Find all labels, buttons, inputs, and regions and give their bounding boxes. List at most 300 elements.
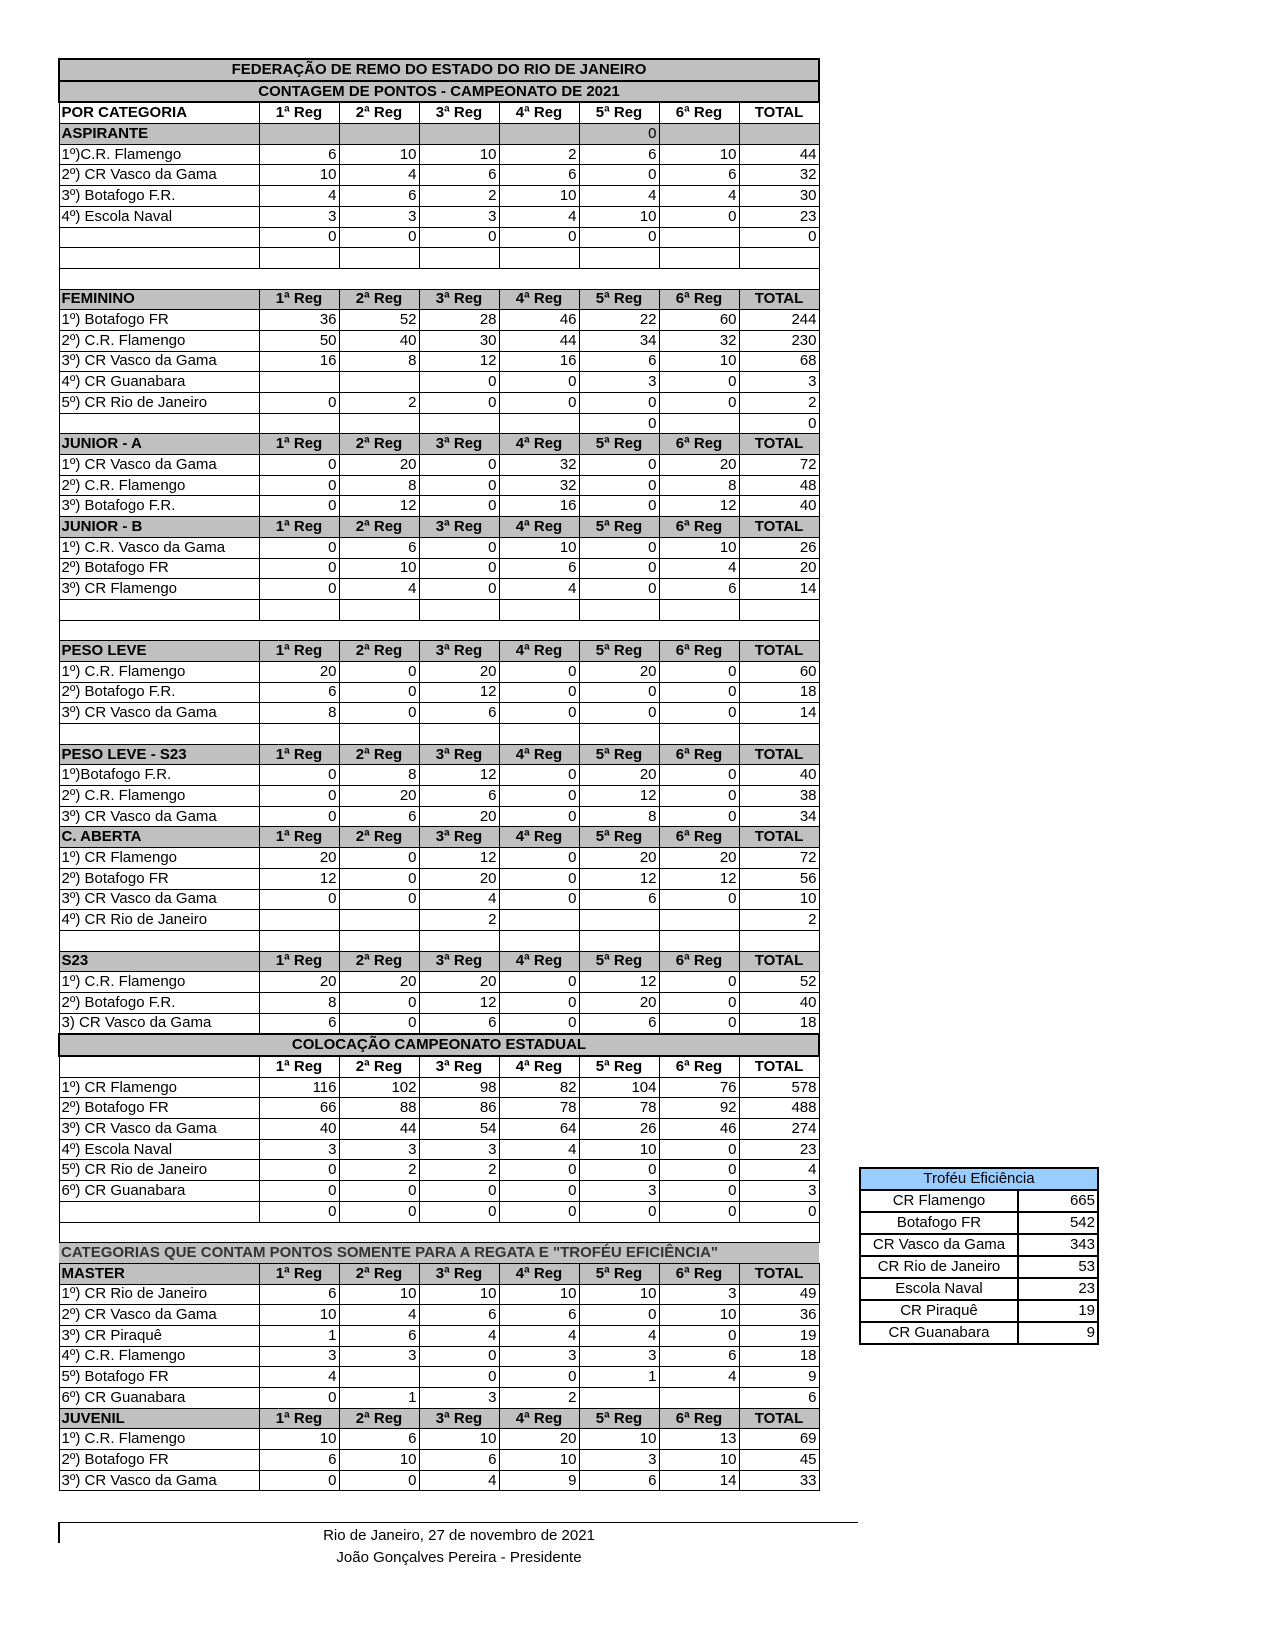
column-header: 6ª Reg [659,951,739,972]
score-cell: 12 [579,972,659,993]
trophy-row [860,1256,1098,1278]
score-cell: 2 [419,1160,499,1181]
score-cell: 6 [259,144,339,165]
score-cell: 72 [739,455,819,476]
score-cell: 0 [419,558,499,579]
column-header: TOTAL [739,102,819,123]
score-cell: 10 [659,351,739,372]
score-cell: 13 [659,1429,739,1450]
trophy-row [860,1212,1098,1234]
spacer-row [59,1222,819,1243]
trophy-row [860,1300,1098,1322]
score-cell: 8 [339,475,419,496]
score-cell: 32 [499,475,579,496]
score-cell: 0 [339,992,419,1013]
score-cell: 28 [419,310,499,331]
score-cell [499,599,579,620]
score-cell [499,248,579,269]
category-header-row [59,434,819,455]
club-name [59,724,259,745]
score-cell [259,248,339,269]
score-cell: 0 [339,889,419,910]
score-cell: 20 [259,972,339,993]
score-cell: 18 [739,1346,819,1367]
score-cell [739,248,819,269]
banner-title: CONTAGEM DE PONTOS - CAMPEONATO DE 2021 [59,81,819,103]
score-cell: 20 [579,765,659,786]
score-cell: 0 [339,661,419,682]
score-cell: 8 [579,806,659,827]
score-cell: 4 [259,1367,339,1388]
score-cell: 52 [739,972,819,993]
trophy-row [860,1234,1098,1256]
club-name: 3º) Botafogo F.R. [59,186,259,207]
score-cell: 14 [659,1470,739,1491]
column-header: 4ª Reg [499,641,579,662]
score-cell: 6 [659,1346,739,1367]
score-cell: 10 [659,537,739,558]
score-cell: 4 [419,1470,499,1491]
score-cell: 0 [579,1305,659,1326]
club-name [59,1201,259,1222]
score-cell: 10 [339,1284,419,1305]
score-cell: 26 [739,537,819,558]
category-header-row [59,1263,819,1284]
score-cell: 40 [739,765,819,786]
empty-cell [419,620,499,641]
column-header: 1ª Reg [259,744,339,765]
empty-cell [739,620,819,641]
column-header: 3ª Reg [419,517,499,538]
score-cell: 0 [499,786,579,807]
table-row [59,475,819,496]
score-cell: 8 [339,351,419,372]
empty-cell [739,268,819,289]
trophy-efficiency-table [859,1167,1099,1345]
empty-cell [739,1222,819,1243]
score-cell: 60 [659,310,739,331]
score-cell: 20 [339,972,419,993]
club-name: 2º) Botafogo FR [59,868,259,889]
club-name: 3º) CR Flamengo [59,579,259,600]
score-cell: 40 [739,992,819,1013]
score-cell: 0 [659,806,739,827]
empty-cell [259,620,339,641]
column-header: 4ª Reg [499,1056,579,1077]
score-cell: 0 [659,1013,739,1034]
category-label: PESO LEVE [59,641,259,662]
club-name: 6º) CR Guanabara [59,1181,259,1202]
score-cell: 2 [339,1160,419,1181]
club-name: 1º) CR Rio de Janeiro [59,1284,259,1305]
score-cell: 0 [419,1201,499,1222]
column-header: 6ª Reg [659,434,739,455]
trophy-club: CR Guanabara [860,1322,1018,1344]
empty-cell [659,620,739,641]
score-cell: 4 [739,1160,819,1181]
score-cell: 48 [739,475,819,496]
table-row [59,1139,819,1160]
score-cell: 14 [739,703,819,724]
score-cell [579,248,659,269]
score-cell: 3 [579,1181,659,1202]
score-cell: 10 [579,1139,659,1160]
score-cell: 4 [659,186,739,207]
column-header: TOTAL [739,744,819,765]
score-cell: 10 [259,1429,339,1450]
score-cell: 0 [499,372,579,393]
score-cell: 20 [579,992,659,1013]
score-cell: 56 [739,868,819,889]
score-cell: 20 [339,455,419,476]
table-row [59,848,819,869]
empty-cell [59,620,259,641]
score-cell: 30 [419,330,499,351]
score-cell: 6 [579,144,659,165]
score-cell: 0 [499,227,579,248]
table-row [59,1429,819,1450]
club-name [59,227,259,248]
score-cell: 0 [499,1201,579,1222]
banner-title: FEDERAÇÃO DE REMO DO ESTADO DO RIO DE JANEIRO [59,59,819,81]
score-cell: 0 [659,1325,739,1346]
score-cell: 6 [499,1305,579,1326]
column-header: 5ª Reg [579,827,659,848]
score-cell: 0 [579,227,659,248]
score-cell: 60 [739,661,819,682]
banner-title: COLOCAÇÃO CAMPEONATO ESTADUAL [59,1034,819,1056]
score-cell: 16 [499,496,579,517]
empty-cell [59,1222,259,1243]
score-cell: 3 [419,206,499,227]
score-cell: 0 [659,1160,739,1181]
column-header: 2ª Reg [339,951,419,972]
score-cell: 6 [419,1305,499,1326]
score-cell: 23 [739,206,819,227]
score-cell: 3 [339,1346,419,1367]
score-cell: 102 [339,1077,419,1098]
score-cell: 0 [499,393,579,414]
score-cell: 2 [739,393,819,414]
score-cell: 98 [419,1077,499,1098]
score-cell: 10 [659,1305,739,1326]
column-header: 6ª Reg [659,641,739,662]
table-row [59,1119,819,1140]
score-cell [659,248,739,269]
score-cell: 0 [579,413,659,434]
score-cell: 6 [579,1013,659,1034]
column-header: 4ª Reg [499,744,579,765]
empty-cell [659,1222,739,1243]
score-cell: 1 [259,1325,339,1346]
score-cell: 23 [739,1139,819,1160]
score-cell: 6 [419,1013,499,1034]
score-cell: 2 [499,1388,579,1409]
column-header: 6ª Reg [659,517,739,538]
column-header: 4ª Reg [499,434,579,455]
column-header: 3ª Reg [419,289,499,310]
score-cell: 54 [419,1119,499,1140]
score-cell: 0 [339,1470,419,1491]
score-cell: 3 [579,1450,659,1471]
score-cell [659,227,739,248]
score-cell: 3 [499,1346,579,1367]
table-row [59,248,819,269]
category-header-row [59,744,819,765]
score-cell: 0 [499,868,579,889]
empty-cell [59,268,259,289]
score-cell: 6 [579,351,659,372]
score-cell: 45 [739,1450,819,1471]
score-cell: 10 [659,1450,739,1471]
table-row [59,661,819,682]
table-row [59,206,819,227]
score-cell [659,724,739,745]
score-cell [579,1388,659,1409]
score-cell [499,724,579,745]
column-header: 1ª Reg [259,1056,339,1077]
score-cell: 3 [339,1139,419,1160]
score-cell: 2 [419,186,499,207]
table-row [59,1388,819,1409]
category-header-row [59,827,819,848]
score-cell [659,124,739,145]
score-cell: 10 [259,1305,339,1326]
column-header: 3ª Reg [419,1263,499,1284]
club-name: 1º) CR Flamengo [59,1077,259,1098]
banner-row [59,81,819,103]
score-cell [499,930,579,951]
score-cell: 6 [579,889,659,910]
score-cell: 3 [339,206,419,227]
score-cell: 78 [499,1098,579,1119]
score-cell: 0 [419,579,499,600]
score-cell [579,930,659,951]
score-cell: 4 [419,1325,499,1346]
trophy-row [860,1190,1098,1212]
score-cell: 0 [499,889,579,910]
score-cell: 6 [419,165,499,186]
score-cell [339,930,419,951]
score-cell: 6 [339,1325,419,1346]
score-cell: 0 [579,1160,659,1181]
column-header: TOTAL [739,1263,819,1284]
column-header: 5ª Reg [579,434,659,455]
club-name: 3º) CR Vasco da Gama [59,351,259,372]
score-cell: 0 [259,496,339,517]
score-cell: 0 [259,455,339,476]
score-cell: 38 [739,786,819,807]
score-cell: 8 [339,765,419,786]
score-cell: 0 [339,1181,419,1202]
score-cell: 82 [499,1077,579,1098]
score-cell: 44 [499,330,579,351]
score-cell: 3 [419,1139,499,1160]
score-cell [659,930,739,951]
score-cell: 12 [419,682,499,703]
score-cell: 9 [499,1470,579,1491]
score-cell: 6 [419,703,499,724]
empty-cell [339,1222,419,1243]
table-row [59,1201,819,1222]
score-cell: 6 [259,1013,339,1034]
score-cell: 4 [339,165,419,186]
score-cell: 6 [339,537,419,558]
club-name: 5º) Botafogo FR [59,1367,259,1388]
category-header-row [59,102,819,123]
score-cell: 4 [339,579,419,600]
trophy-club: Escola Naval [860,1278,1018,1300]
column-header: 1ª Reg [259,827,339,848]
column-header: 6ª Reg [659,289,739,310]
score-cell: 40 [259,1119,339,1140]
column-header: 3ª Reg [419,951,499,972]
club-name: 2º) C.R. Flamengo [59,475,259,496]
table-row [59,1181,819,1202]
table-row [59,724,819,745]
club-name [59,248,259,269]
table-row [59,703,819,724]
club-name: 2º) CR Vasco da Gama [59,165,259,186]
club-name: 1º) C.R. Flamengo [59,661,259,682]
table-row [59,186,819,207]
column-header: 5ª Reg [579,744,659,765]
spacer-row [59,620,819,641]
score-cell: 10 [339,144,419,165]
club-name: 2º) Botafogo F.R. [59,682,259,703]
score-cell: 0 [579,165,659,186]
column-header: TOTAL [739,1408,819,1429]
score-cell: 20 [739,558,819,579]
category-label: MASTER [59,1263,259,1284]
score-cell: 36 [739,1305,819,1326]
spacer-row [59,268,819,289]
score-cell [419,724,499,745]
score-cell: 6 [339,806,419,827]
score-cell [259,930,339,951]
score-cell: 0 [259,1160,339,1181]
club-name [59,599,259,620]
score-cell: 10 [659,144,739,165]
score-cell: 12 [259,868,339,889]
table-row [59,1284,819,1305]
score-cell: 0 [259,1470,339,1491]
banner-row [59,1034,819,1056]
trophy-club: Botafogo FR [860,1212,1018,1234]
score-cell [419,124,499,145]
score-cell: 0 [659,393,739,414]
score-cell: 8 [259,992,339,1013]
score-cell: 0 [659,1201,739,1222]
score-cell: 0 [259,806,339,827]
empty-cell [419,1222,499,1243]
score-cell [339,248,419,269]
trophy-points: 665 [1018,1190,1098,1212]
score-cell [339,124,419,145]
column-header: 5ª Reg [579,1056,659,1077]
score-cell: 20 [659,455,739,476]
score-cell: 4 [339,1305,419,1326]
score-cell: 0 [499,1160,579,1181]
score-cell: 6 [499,165,579,186]
score-cell: 0 [499,806,579,827]
club-name: 3º) Botafogo F.R. [59,496,259,517]
score-cell: 10 [579,1284,659,1305]
table-row [59,496,819,517]
table-row [59,455,819,476]
score-cell: 92 [659,1098,739,1119]
score-cell: 0 [499,661,579,682]
score-cell: 0 [499,1367,579,1388]
score-cell: 14 [739,579,819,600]
score-cell: 4 [659,558,739,579]
score-cell [739,124,819,145]
score-cell: 0 [579,682,659,703]
score-cell: 20 [659,848,739,869]
score-cell: 3 [259,1346,339,1367]
score-cell: 230 [739,330,819,351]
column-header: 6ª Reg [659,1408,739,1429]
score-cell: 10 [419,1429,499,1450]
table-row [59,972,819,993]
score-cell: 0 [339,1013,419,1034]
score-cell: 4 [499,206,579,227]
club-name: 3º) CR Vasco da Gama [59,889,259,910]
table-row [59,144,819,165]
column-header: 4ª Reg [499,1263,579,1284]
score-cell: 0 [419,455,499,476]
score-cell: 3 [659,1284,739,1305]
column-header: 1ª Reg [259,951,339,972]
category-header-row [59,517,819,538]
column-header: 5ª Reg [579,1263,659,1284]
score-cell: 0 [579,393,659,414]
score-cell: 12 [419,992,499,1013]
table-row [59,682,819,703]
score-cell: 0 [419,227,499,248]
table-row [59,372,819,393]
score-cell: 0 [579,558,659,579]
score-cell: 12 [419,848,499,869]
club-name: 3º) CR Vasco da Gama [59,806,259,827]
score-cell [419,413,499,434]
club-name: 1º)C.R. Flamengo [59,144,259,165]
column-header: 2ª Reg [339,102,419,123]
score-cell: 46 [659,1119,739,1140]
footer-signature: João Gonçalves Pereira - Presidente [336,1549,582,1566]
score-cell: 32 [499,455,579,476]
score-cell: 0 [259,786,339,807]
score-cell [659,413,739,434]
score-cell: 20 [419,661,499,682]
table-row [59,393,819,414]
banner-row [59,59,819,81]
column-header: 4ª Reg [499,102,579,123]
score-cell: 12 [659,868,739,889]
empty-cell [579,268,659,289]
column-header: 3ª Reg [419,434,499,455]
score-cell: 6 [659,579,739,600]
score-cell: 10 [419,1284,499,1305]
table-row [59,330,819,351]
trophy-club: CR Flamengo [860,1190,1018,1212]
club-name: 4º) Escola Naval [59,1139,259,1160]
trophy-row [860,1322,1098,1344]
score-cell: 0 [499,1013,579,1034]
category-header-row [59,641,819,662]
club-name [59,930,259,951]
club-name: 2º) C.R. Flamengo [59,330,259,351]
